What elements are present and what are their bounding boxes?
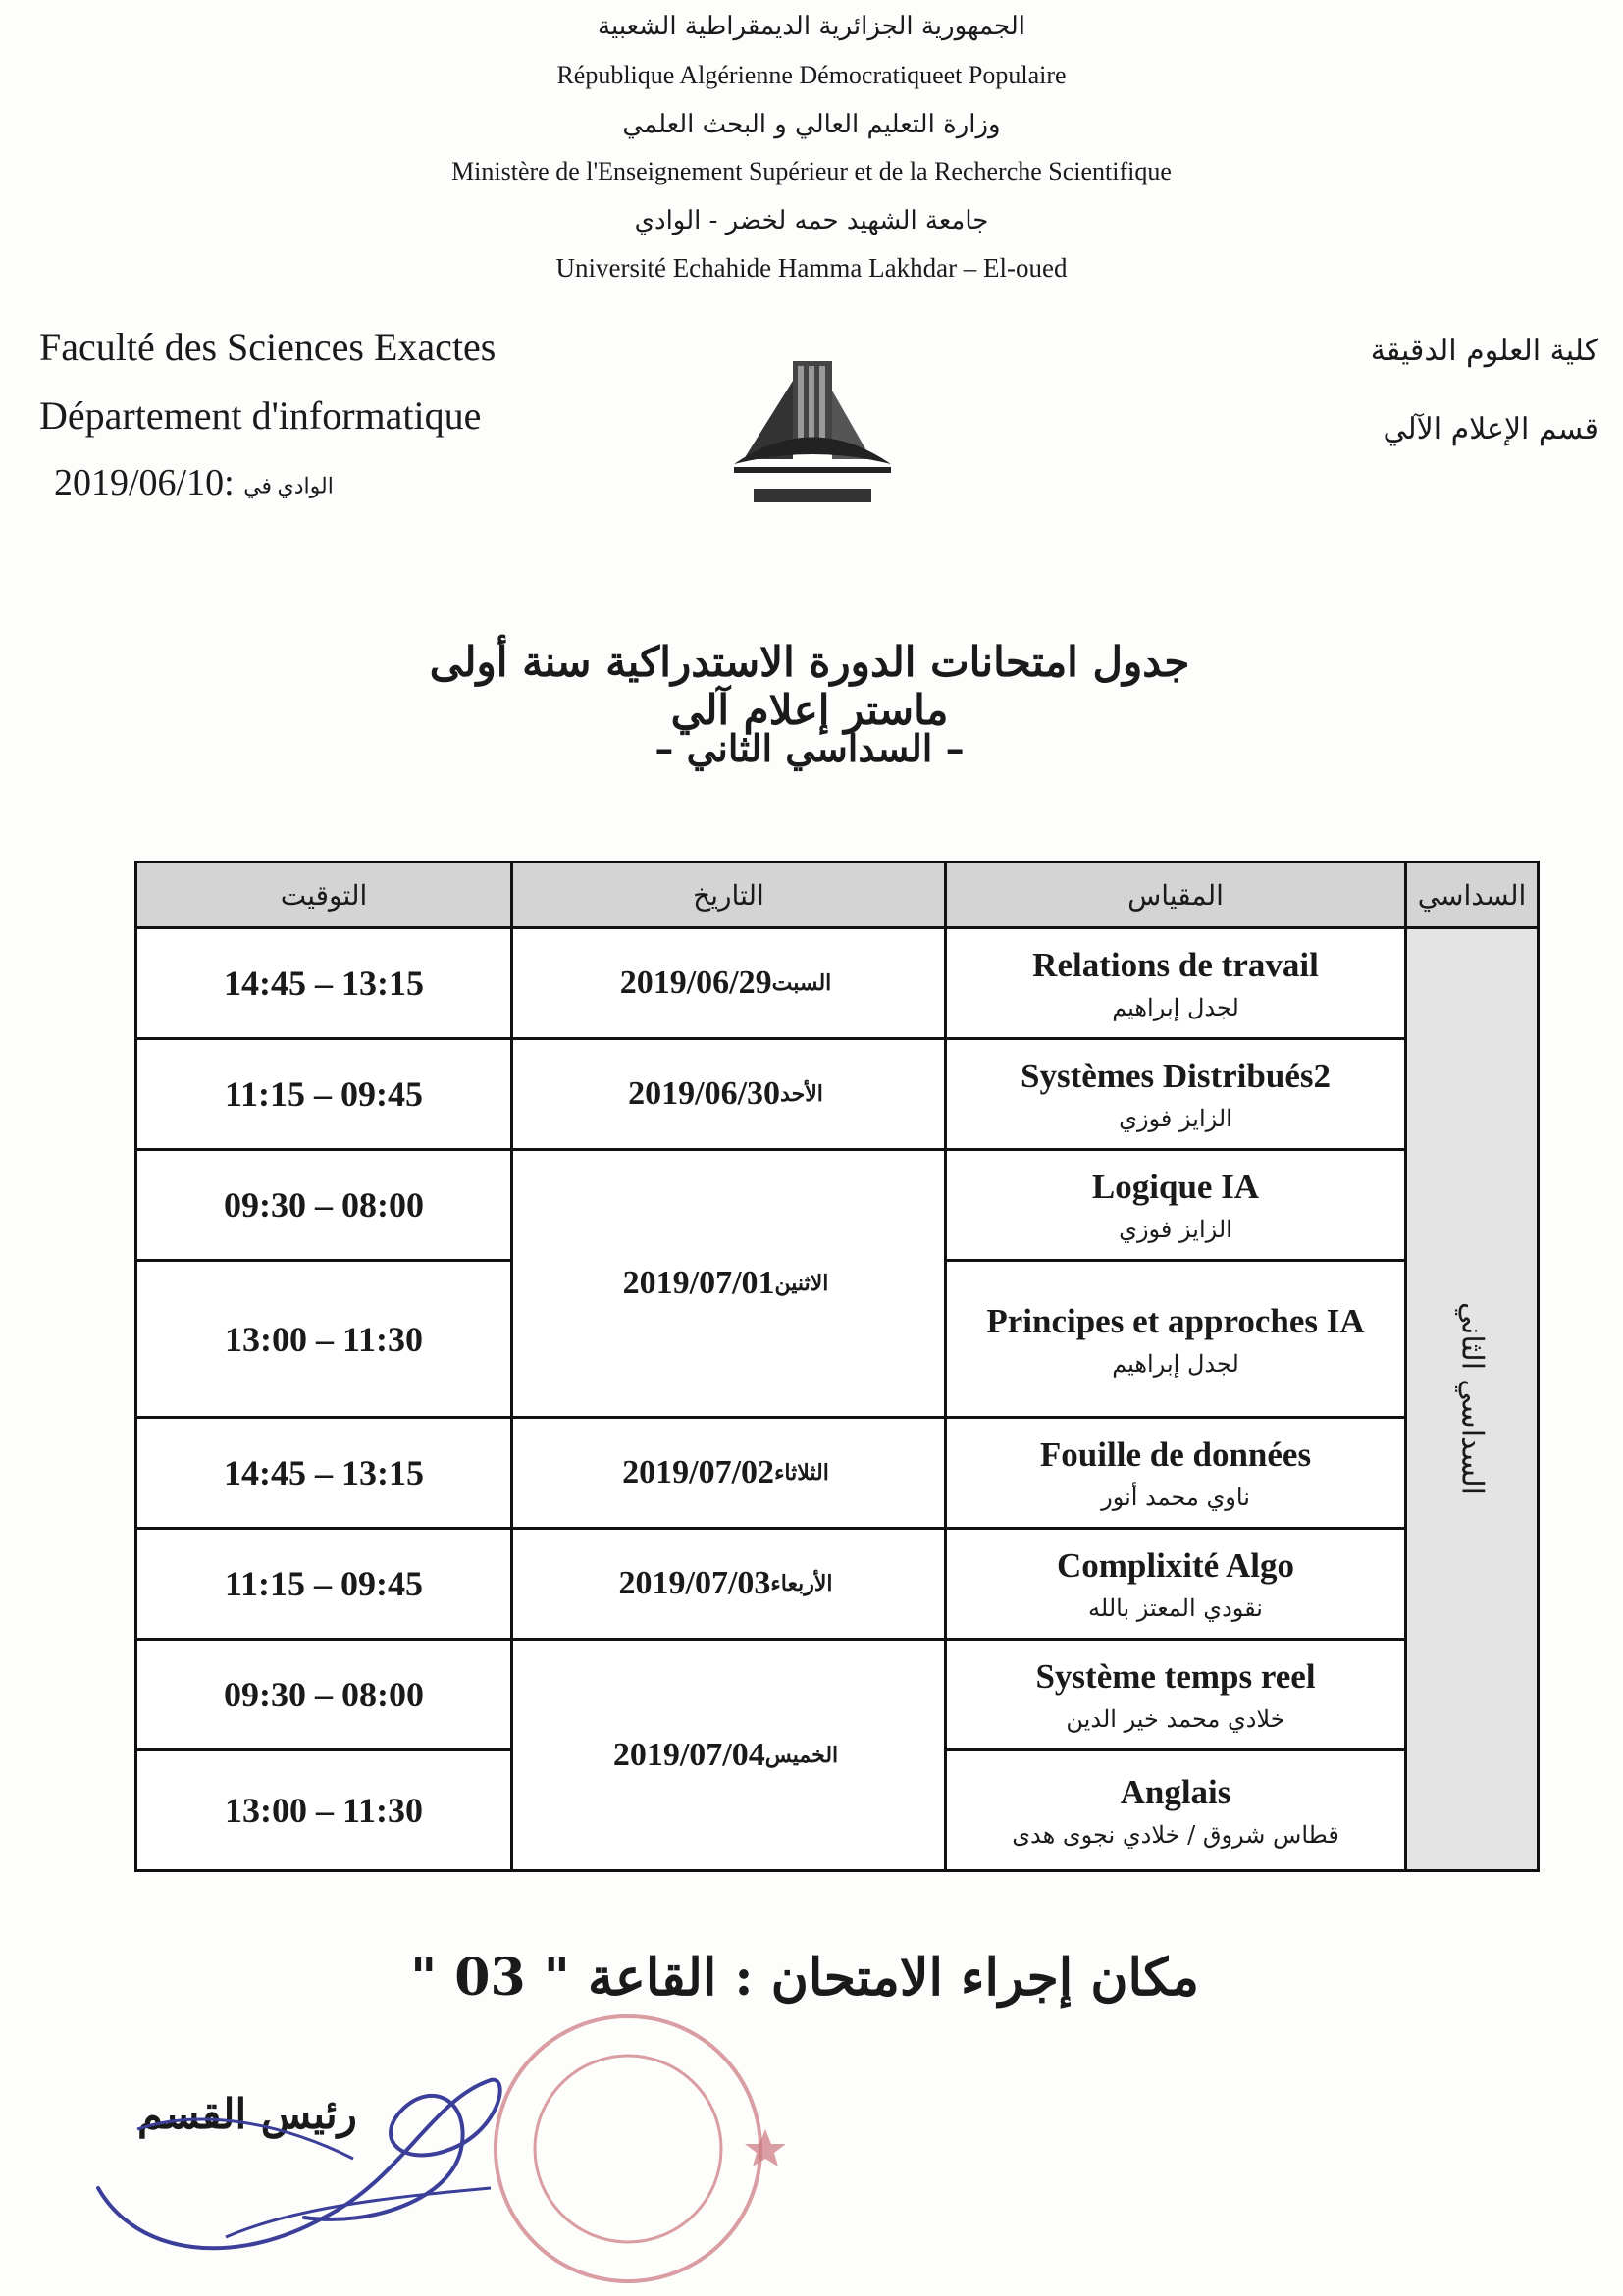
date-cell — [510, 1527, 947, 1641]
module-name: Fouille de données — [1039, 1435, 1312, 1474]
module-cell — [944, 1638, 1407, 1751]
professor-name: ناوي محمد أنور — [1101, 1484, 1250, 1511]
semester-value: السداسي الثاني — [1454, 1302, 1490, 1496]
header-ar-ministry: وزارة التعليم العالي و البحث العلمي — [622, 110, 1001, 139]
header-ar-university: جامعة الشهيد حمه لخضر - الوادي — [634, 206, 989, 235]
module-cell — [944, 1037, 1407, 1151]
module-cell — [944, 1748, 1407, 1872]
time-cell: 13:00 – 11:30 — [134, 1748, 513, 1872]
time-cell: 14:45 – 13:15 — [134, 926, 513, 1040]
module-name: Anglais — [1120, 1773, 1231, 1811]
date-label: الوادي في — [243, 473, 334, 498]
header-time: التوقيت — [134, 861, 513, 929]
module-cell — [944, 1416, 1407, 1530]
date-value: 2019/07/03 — [618, 1565, 771, 1601]
day-name: الاثنين — [774, 1271, 829, 1295]
time-cell: 09:30 – 08:00 — [134, 1638, 513, 1751]
date-value: 2019/07/02 — [622, 1454, 775, 1490]
date-cell — [510, 1148, 947, 1419]
department-head-label: رئيس القسم — [137, 2090, 357, 2138]
time-cell: 09:30 – 08:00 — [134, 1148, 513, 1262]
document-date — [54, 461, 334, 504]
professor-name: لجدل إبراهيم — [1112, 1349, 1239, 1378]
module-cell — [944, 1259, 1407, 1419]
module-name: Systèmes Distribués2 — [1021, 1057, 1331, 1095]
faculty-fr: Faculté des Sciences Exactes — [39, 325, 497, 369]
exam-location: مكان إجراء الامتحان : القاعة " 03 " — [410, 1948, 1199, 2008]
header-module: المقياس — [944, 861, 1407, 929]
header-fr-ministry: Ministère de l'Enseignement Supérieur et de la Recherche Scientifique — [451, 157, 1172, 185]
module-name: Logique IA — [1091, 1168, 1260, 1206]
date-cell — [510, 926, 947, 1040]
page-subtitle: – السداسي الثاني – — [654, 726, 965, 770]
header-ar-republic: الجمهورية الجزائرية الديمقراطية الشعبية — [598, 12, 1025, 41]
signature-icon — [79, 2041, 589, 2267]
header-fr-university: Université Echahide Hamma Lakhdar – El-oued — [555, 253, 1068, 283]
professor-name: الزايز فوزي — [1119, 1216, 1232, 1243]
module-cell — [944, 1527, 1407, 1641]
date-value: 2019/06/10: — [54, 462, 235, 503]
date-value: 2019/06/29 — [619, 965, 772, 1001]
header-date: التاريخ — [510, 861, 947, 929]
professor-name: خلادي محمد خير الدين — [1066, 1705, 1285, 1733]
professor-name: قطاس شروق / خلادي نجوى هدى — [1012, 1821, 1339, 1849]
module-name: Principes et approches IA — [986, 1301, 1365, 1340]
day-name: الأحد — [780, 1081, 823, 1106]
page-title: جدول امتحانات الدورة الاستدراكية سنة أولى ماستر إعلام آلي — [429, 638, 1190, 734]
exam-schedule-table — [134, 861, 1540, 1872]
module-name: Complixité Algo — [1056, 1546, 1295, 1585]
day-name: السبت — [771, 970, 832, 995]
module-name: Système temps reel — [1035, 1657, 1316, 1696]
module-cell — [944, 926, 1407, 1040]
time-cell: 13:00 – 11:30 — [134, 1259, 513, 1419]
university-logo-icon — [724, 341, 901, 518]
day-name: الخميس — [764, 1742, 839, 1767]
date-value: 2019/07/01 — [622, 1265, 775, 1301]
department-ar: قسم الإعلام الآلي — [1383, 412, 1598, 446]
module-name: Relations de travail — [1032, 946, 1319, 984]
semester-cell — [1404, 926, 1540, 1872]
day-name: الثلاثاء — [774, 1460, 829, 1485]
header-semester: السداسي — [1404, 861, 1540, 929]
date-value: 2019/06/30 — [628, 1075, 781, 1112]
time-cell: 14:45 – 13:15 — [134, 1416, 513, 1530]
professor-name: الزايز فوزي — [1119, 1105, 1232, 1132]
module-cell — [944, 1148, 1407, 1262]
time-cell: 11:15 – 09:45 — [134, 1037, 513, 1151]
header-fr-republic: République Algérienne Démocratiqueet Populaire — [556, 61, 1067, 89]
time-cell: 11:15 – 09:45 — [134, 1527, 513, 1641]
date-cell — [510, 1638, 947, 1872]
date-cell — [510, 1416, 947, 1530]
professor-name: نقودي المعتز بالله — [1088, 1594, 1263, 1622]
day-name: الأربعاء — [770, 1571, 833, 1595]
department-fr: Département d'informatique — [39, 393, 482, 438]
professor-name: لجدل إبراهيم — [1112, 994, 1239, 1021]
date-cell — [510, 1037, 947, 1151]
date-value: 2019/07/04 — [612, 1736, 765, 1773]
faculty-ar: كلية العلوم الدقيقة — [1370, 334, 1598, 368]
